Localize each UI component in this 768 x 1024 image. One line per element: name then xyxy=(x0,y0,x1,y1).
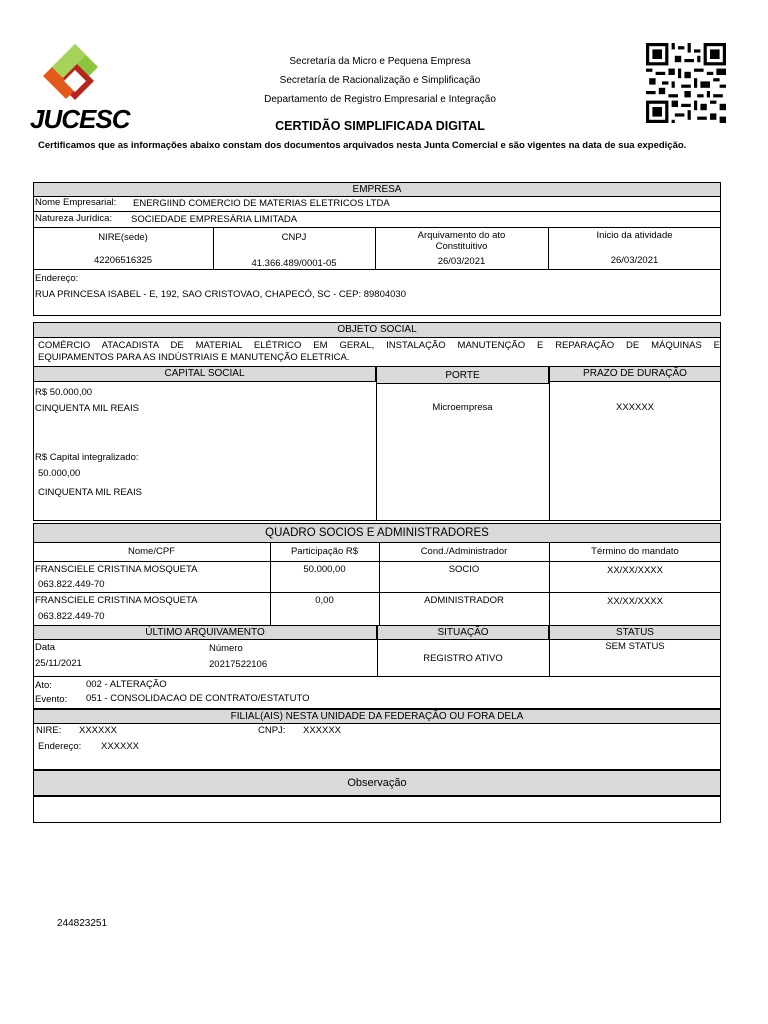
status-value: SEM STATUS xyxy=(605,641,665,652)
endereco-label: Endereço: xyxy=(35,273,79,284)
quadro-socios-title: QUADRO SOCIOS E ADMINISTRADORES xyxy=(33,523,721,543)
socio-condicao: SOCIO xyxy=(448,564,480,575)
col-participacao: Participação R$ xyxy=(290,546,359,557)
filial-cnpj-label: CNPJ: xyxy=(258,725,286,736)
capital-extenso: CINQUENTA MIL REAIS xyxy=(35,403,139,414)
socio-cpf: 063.822.449-70 xyxy=(38,579,105,590)
filial-endereco-label: Endereço: xyxy=(38,741,82,752)
filial-title: FILIAL(AIS) NESTA UNIDADE DA FEDERAÇÃO OU FORA DELA xyxy=(33,709,721,724)
ato-value: 002 - ALTERAÇÃO xyxy=(86,679,167,690)
capital-social-title: CAPITAL SOCIAL xyxy=(33,366,376,382)
filial-cnpj-value: XXXXXX xyxy=(303,725,342,736)
ato-label: Ato: xyxy=(35,680,52,691)
nome-empresarial-label: Nome Empresarial: xyxy=(35,197,117,208)
jucesc-logo xyxy=(30,42,130,134)
filial-nire-label: NIRE: xyxy=(36,725,62,736)
objeto-social-text xyxy=(38,340,720,364)
natureza-juridica-label: Natureza Jurídica: xyxy=(35,213,113,224)
arquivamento-value: 26/03/2021 xyxy=(437,256,486,267)
inicio-atividade-label: Inicio da atividade xyxy=(596,230,673,241)
objeto-social-line-2: EQUIPAMENTOS PARA AS INDÚSTRIAIS E MANUTENÇÃO ELETRICA. xyxy=(38,352,350,363)
cnpj-value: 41.366.489/0001-05 xyxy=(251,258,337,269)
jucesc-logo-text: JUCESC xyxy=(30,104,130,134)
footer-code: 244823251 xyxy=(57,918,108,929)
evento-label: Evento: xyxy=(35,694,68,705)
socio-cpf: 063.822.449-70 xyxy=(38,611,105,622)
numero-label: Número xyxy=(209,643,243,654)
header-line-1: Secretaría da Micro e Pequena Empresa xyxy=(289,56,471,67)
nire-value: 42206516325 xyxy=(93,255,153,266)
socio-nome: FRANSCIELE CRISTINA MOSQUETA xyxy=(35,564,198,575)
socio-termino: XX/XX/XXXX xyxy=(607,565,663,576)
filial-nire-value: XXXXXX xyxy=(79,725,118,736)
prazo-value: XXXXXX xyxy=(615,402,655,413)
socio-participacao: 50.000,00 xyxy=(303,564,346,575)
endereco-value: RUA PRINCESA ISABEL - E, 192, SAO CRISTOVAO, CHAPECÓ, SC - CEP: 89804030 xyxy=(35,289,406,300)
capital-integralizado-label: R$ Capital integralizado: xyxy=(35,452,139,463)
objeto-social-line-1: COMÉRCIO ATACADISTA DE MATERIAL ELÉTRICO EM GERAL, INSTALAÇÃO MANUTENÇÃO E REPARAÇÃO DE MÁQUINAS E xyxy=(38,340,720,351)
page-title: CERTIDÃO SIMPLIFICADA DIGITAL xyxy=(275,119,485,133)
inicio-atividade-value: 26/03/2021 xyxy=(610,255,659,266)
nome-empresarial-value: ENERGIIND COMERCIO DE MATERIAS ELETRICOS LTDA xyxy=(133,198,390,209)
intro-text: Certificamos que as informações abaixo constam dos documentos arquivados nesta Junta Comercial e são vigentes na data de sua expedição. xyxy=(38,140,687,151)
filial-endereco-value: XXXXXX xyxy=(101,741,140,752)
qr-code xyxy=(646,43,726,123)
data-value: 25/11/2021 xyxy=(35,658,82,669)
socio-condicao: ADMINISTRADOR xyxy=(424,595,504,606)
porte-title: PORTE xyxy=(376,366,549,384)
status-title: STATUS xyxy=(549,625,721,640)
col-termino-mandato: Término do mandato xyxy=(591,546,679,557)
numero-value: 20217522106 xyxy=(209,659,268,670)
col-cond-administrador: Cond./Administrador xyxy=(420,546,508,557)
capital-integralizado-extenso: CINQUENTA MIL REAIS xyxy=(38,487,142,498)
arquivamento-label-2: Constituitivo xyxy=(435,241,488,252)
nire-label: NIRE(sede) xyxy=(98,232,148,243)
prazo-duracao-title: PRAZO DE DURAÇÃO xyxy=(549,366,721,382)
capital-integralizado-valor: 50.000,00 xyxy=(38,468,81,479)
ultimo-arquivamento-title: ÚLTIMO ARQUIVAMENTO xyxy=(33,625,377,640)
objeto-social-title: OBJETO SOCIAL xyxy=(33,322,721,338)
arquivamento-label-1: Arquivamento do ato xyxy=(417,230,506,241)
empresa-section-title: EMPRESA xyxy=(33,182,721,197)
porte-value: Microempresa xyxy=(432,402,493,413)
situacao-title: SITUAÇÃO xyxy=(377,625,549,640)
socio-nome: FRANSCIELE CRISTINA MOSQUETA xyxy=(35,595,198,606)
observacao-title: Observação xyxy=(33,770,721,797)
situacao-value: REGISTRO ATIVO xyxy=(423,653,503,664)
socio-termino: XX/XX/XXXX xyxy=(607,596,663,607)
socio-participacao: 0,00 xyxy=(315,595,334,606)
jucesc-logo-mark xyxy=(30,42,125,112)
header-line-2: Secretaría de Racionalização e Simplificação xyxy=(279,75,481,86)
col-nome-cpf: Nome/CPF xyxy=(128,546,175,557)
capital-valor: R$ 50.000,00 xyxy=(35,387,93,398)
cnpj-label: CNPJ xyxy=(281,232,307,243)
evento-value: 051 - CONSOLIDACAO DE CONTRATO/ESTATUTO xyxy=(86,693,310,704)
natureza-juridica-value: SOCIEDADE EMPRESÁRIA LIMITADA xyxy=(131,214,298,225)
header-line-3: Departamento de Registro Empresarial e Integração xyxy=(264,94,496,105)
data-label: Data xyxy=(35,642,56,653)
